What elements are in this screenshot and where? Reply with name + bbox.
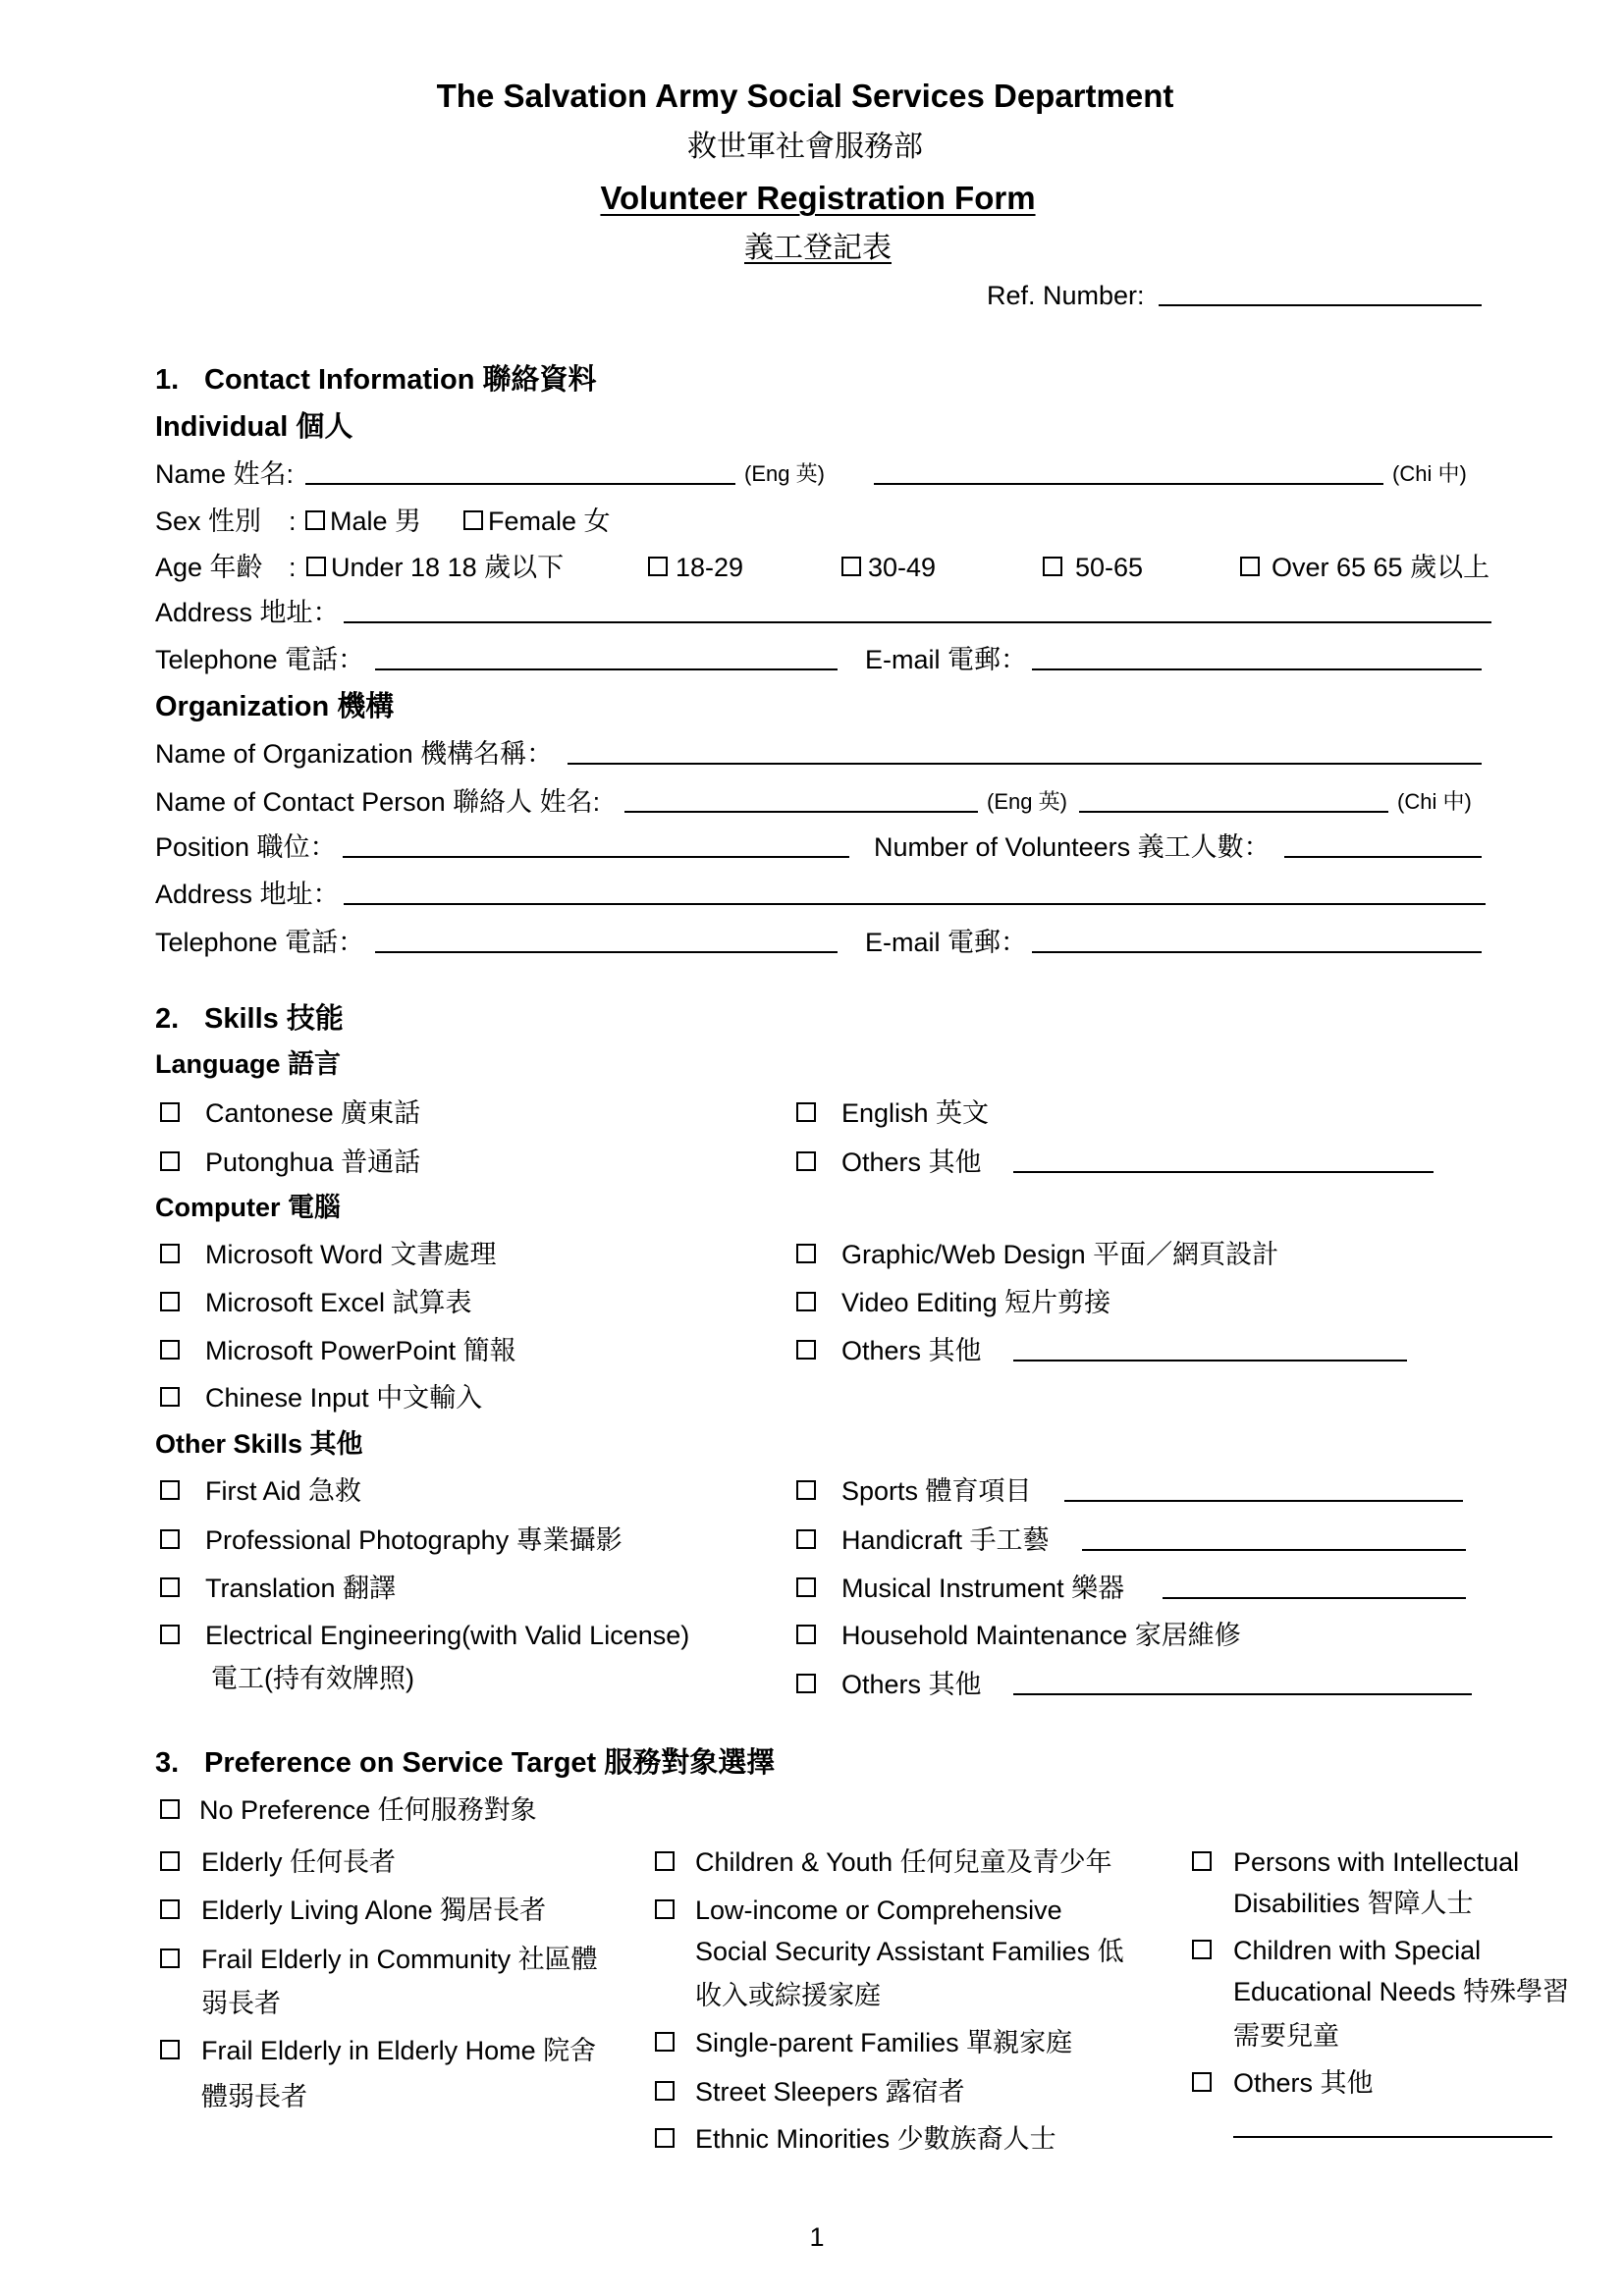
skill-chinese-input-checkbox[interactable]: [160, 1387, 180, 1407]
skill-household-maintenance-checkbox[interactable]: [796, 1625, 816, 1644]
organization-telephone-label: Telephone 電話：: [155, 928, 365, 957]
organization-name-label: Name of Organization 機構名稱：: [155, 739, 554, 769]
sex-colon: :: [289, 507, 297, 536]
contact-person-english-field[interactable]: [624, 811, 978, 813]
age-30-49-label: 30-49: [868, 553, 937, 582]
target-ethnic-minorities-label: Ethnic Minorities 少數族裔人士: [695, 2124, 1056, 2154]
section-1-number: 1.: [155, 364, 180, 396]
skill-handicraft-label: Handicraft 手工藝: [841, 1525, 1050, 1555]
target-low-income-label-continued: Social Security Assistant Families 低: [695, 1937, 1124, 1966]
ref-number-field[interactable]: [1159, 304, 1482, 306]
section-3-title: Preference on Service Target 服務對象選擇: [204, 1747, 776, 1779]
section-1-title: Contact Information 聯絡資料: [204, 364, 597, 396]
target-children-youth-label: Children & Youth 任何兒童及青少年: [695, 1847, 1112, 1877]
skill-excel-checkbox[interactable]: [160, 1292, 180, 1311]
target-intellectual-disabilities-label-continued: Disabilities 智障人士: [1233, 1889, 1474, 1918]
skill-language-others-label: Others 其他: [841, 1148, 982, 1177]
age-30-49-checkbox[interactable]: [841, 557, 861, 576]
target-special-educational-needs-label: Children with Special: [1233, 1936, 1482, 1965]
name-chinese-field[interactable]: [874, 483, 1383, 485]
chinese-tag: (Chi 中): [1397, 789, 1472, 814]
skill-household-maintenance-label: Household Maintenance 家居維修: [841, 1621, 1241, 1650]
skill-other-others-label: Others 其他: [841, 1670, 982, 1699]
target-others-label: Others 其他: [1233, 2068, 1374, 2098]
form-title: Volunteer Registration Form: [600, 180, 1036, 216]
skill-english-checkbox[interactable]: [796, 1102, 816, 1122]
skill-computer-others-label: Others 其他: [841, 1336, 982, 1365]
age-label: Age 年齡: [155, 553, 263, 582]
target-single-parent-checkbox[interactable]: [655, 2032, 675, 2052]
sex-male-label: Male 男: [330, 507, 422, 536]
department-title: The Salvation Army Social Services Department: [436, 78, 1174, 114]
individual-email-label: E-mail 電郵：: [865, 645, 1028, 674]
skill-sports-label: Sports 體育項目: [841, 1476, 1032, 1506]
skill-cantonese-label: Cantonese 廣東話: [205, 1098, 421, 1128]
skill-handicraft-field[interactable]: [1082, 1549, 1466, 1551]
skill-electrical-engineering-checkbox[interactable]: [160, 1625, 180, 1644]
target-street-sleepers-label: Street Sleepers 露宿者: [695, 2077, 965, 2107]
target-elderly-living-alone-checkbox[interactable]: [160, 1899, 180, 1919]
individual-email-field[interactable]: [1032, 668, 1482, 670]
age-18-29-checkbox[interactable]: [648, 557, 668, 576]
english-tag: (Eng 英): [744, 461, 825, 486]
target-others-checkbox[interactable]: [1192, 2072, 1212, 2092]
target-intellectual-disabilities-label: Persons with Intellectual: [1233, 1847, 1520, 1877]
age-50-65-label: 50-65: [1075, 553, 1144, 582]
skill-sports-checkbox[interactable]: [796, 1480, 816, 1500]
skill-language-others-field[interactable]: [1013, 1171, 1434, 1173]
individual-telephone-label: Telephone 電話：: [155, 645, 365, 674]
target-frail-elderly-home-label: Frail Elderly in Elderly Home 院舍: [201, 2036, 597, 2065]
skill-video-editing-label: Video Editing 短片剪接: [841, 1288, 1111, 1317]
skill-video-editing-checkbox[interactable]: [796, 1292, 816, 1311]
skill-powerpoint-label: Microsoft PowerPoint 簡報: [205, 1336, 516, 1365]
skill-musical-instrument-checkbox[interactable]: [796, 1577, 816, 1597]
skill-language-others-checkbox[interactable]: [796, 1151, 816, 1171]
skill-word-checkbox[interactable]: [160, 1244, 180, 1263]
skill-computer-others-field[interactable]: [1013, 1360, 1407, 1362]
target-others-field[interactable]: [1233, 2136, 1552, 2138]
skill-photography-checkbox[interactable]: [160, 1529, 180, 1549]
organization-address-field[interactable]: [344, 903, 1486, 905]
sex-male-checkbox[interactable]: [305, 510, 325, 530]
section-2-title: Skills 技能: [204, 1003, 344, 1035]
target-children-youth-checkbox[interactable]: [655, 1851, 675, 1871]
target-frail-elderly-home-label-continued: 體弱長者: [201, 2082, 307, 2111]
age-under-18-label: Under 18 18 歲以下: [331, 553, 565, 582]
form-title-chinese: 義工登記表: [744, 232, 892, 264]
skill-translation-checkbox[interactable]: [160, 1577, 180, 1597]
skill-putonghua-label: Putonghua 普通話: [205, 1148, 421, 1177]
number-of-volunteers-field[interactable]: [1284, 856, 1482, 858]
target-frail-elderly-community-checkbox[interactable]: [160, 1949, 180, 1968]
target-no-preference-checkbox[interactable]: [160, 1799, 180, 1819]
skill-chinese-input-label: Chinese Input 中文輸入: [205, 1383, 483, 1413]
organization-name-field[interactable]: [568, 763, 1482, 765]
target-low-income-label: Low-income or Comprehensive: [695, 1896, 1062, 1925]
target-frail-elderly-community-label-continued: 弱長者: [201, 1989, 281, 2018]
age-50-65-checkbox[interactable]: [1043, 557, 1062, 576]
english-tag: (Eng 英): [987, 789, 1067, 814]
target-street-sleepers-checkbox[interactable]: [655, 2081, 675, 2101]
section-3-number: 3.: [155, 1747, 180, 1779]
organization-heading: Organization 機構: [155, 691, 395, 722]
skill-graphic-web-design-checkbox[interactable]: [796, 1244, 816, 1263]
computer-heading: Computer 電腦: [155, 1193, 341, 1222]
ref-number-label: Ref. Number:: [987, 281, 1145, 310]
skill-cantonese-checkbox[interactable]: [160, 1102, 180, 1122]
section-2-number: 2.: [155, 1003, 180, 1035]
target-special-educational-needs-checkbox[interactable]: [1192, 1940, 1212, 1959]
individual-heading: Individual 個人: [155, 411, 353, 443]
page-number: 1: [809, 2222, 825, 2252]
target-special-educational-needs-label-continued: Educational Needs 特殊學習: [1233, 1977, 1570, 2006]
skill-electrical-engineering-label: Electrical Engineering(with Valid License): [205, 1621, 690, 1650]
skill-sports-field[interactable]: [1064, 1500, 1463, 1502]
organization-email-field[interactable]: [1032, 951, 1482, 953]
language-heading: Language 語言: [155, 1049, 342, 1079]
contact-person-chinese-field[interactable]: [1079, 811, 1388, 813]
chinese-tag: (Chi 中): [1392, 461, 1467, 486]
skill-musical-instrument-label: Musical Instrument 樂器: [841, 1574, 1125, 1603]
target-no-preference-label: No Preference 任何服務對象: [199, 1795, 537, 1825]
target-single-parent-label: Single-parent Families 單親家庭: [695, 2028, 1073, 2057]
target-elderly-living-alone-label: Elderly Living Alone 獨居長者: [201, 1896, 547, 1925]
department-title-chinese: 救世軍社會服務部: [687, 131, 923, 163]
age-over-65-checkbox[interactable]: [1240, 557, 1260, 576]
other-skills-heading: Other Skills 其他: [155, 1429, 363, 1459]
sex-female-checkbox[interactable]: [463, 510, 483, 530]
skill-handicraft-checkbox[interactable]: [796, 1529, 816, 1549]
contact-person-label: Name of Contact Person 聯絡人 姓名:: [155, 787, 601, 817]
individual-telephone-field[interactable]: [375, 668, 838, 670]
age-colon: :: [289, 553, 297, 582]
target-ethnic-minorities-checkbox[interactable]: [655, 2128, 675, 2148]
age-over-65-label: Over 65 65 歲以上: [1272, 553, 1490, 582]
position-field[interactable]: [343, 856, 849, 858]
name-label: Name 姓名:: [155, 459, 295, 489]
skill-word-label: Microsoft Word 文書處理: [205, 1240, 497, 1269]
target-elderly-checkbox[interactable]: [160, 1851, 180, 1871]
sex-label: Sex 性別: [155, 507, 262, 536]
skill-first-aid-label: First Aid 急救: [205, 1476, 362, 1506]
name-english-field[interactable]: [305, 483, 735, 485]
skill-other-others-checkbox[interactable]: [796, 1674, 816, 1693]
skill-electrical-engineering-label-continued: 電工(持有效牌照): [211, 1664, 414, 1693]
individual-address-field[interactable]: [344, 621, 1491, 623]
skill-graphic-web-design-label: Graphic/Web Design 平面／網頁設計: [841, 1240, 1279, 1269]
organization-telephone-field[interactable]: [375, 951, 838, 953]
number-of-volunteers-label: Number of Volunteers 義工人數：: [874, 832, 1271, 862]
skill-translation-label: Translation 翻譯: [205, 1574, 397, 1603]
skill-other-others-field[interactable]: [1013, 1693, 1472, 1695]
target-frail-elderly-community-label: Frail Elderly in Community 社區體: [201, 1945, 598, 1974]
target-special-educational-needs-label-continued-2: 需要兒童: [1233, 2021, 1339, 2051]
organization-email-label: E-mail 電郵：: [865, 928, 1028, 957]
age-18-29-label: 18-29: [676, 553, 744, 582]
skill-excel-label: Microsoft Excel 試算表: [205, 1288, 472, 1317]
age-under-18-checkbox[interactable]: [306, 557, 326, 576]
skill-first-aid-checkbox[interactable]: [160, 1480, 180, 1500]
individual-address-label: Address 地址：: [155, 598, 340, 627]
skill-putonghua-checkbox[interactable]: [160, 1151, 180, 1171]
skill-english-label: English 英文: [841, 1098, 990, 1128]
position-label: Position 職位：: [155, 832, 337, 862]
target-low-income-label-continued-2: 收入或綜援家庭: [695, 1981, 881, 2010]
skill-computer-others-checkbox[interactable]: [796, 1340, 816, 1360]
organization-address-label: Address 地址：: [155, 880, 340, 909]
skill-powerpoint-checkbox[interactable]: [160, 1340, 180, 1360]
target-frail-elderly-home-checkbox[interactable]: [160, 2040, 180, 2059]
skill-photography-label: Professional Photography 專業攝影: [205, 1525, 623, 1555]
skill-musical-instrument-field[interactable]: [1163, 1597, 1466, 1599]
target-elderly-label: Elderly 任何長者: [201, 1847, 397, 1877]
target-intellectual-disabilities-checkbox[interactable]: [1192, 1851, 1212, 1871]
target-low-income-checkbox[interactable]: [655, 1899, 675, 1919]
sex-female-label: Female 女: [488, 507, 611, 536]
